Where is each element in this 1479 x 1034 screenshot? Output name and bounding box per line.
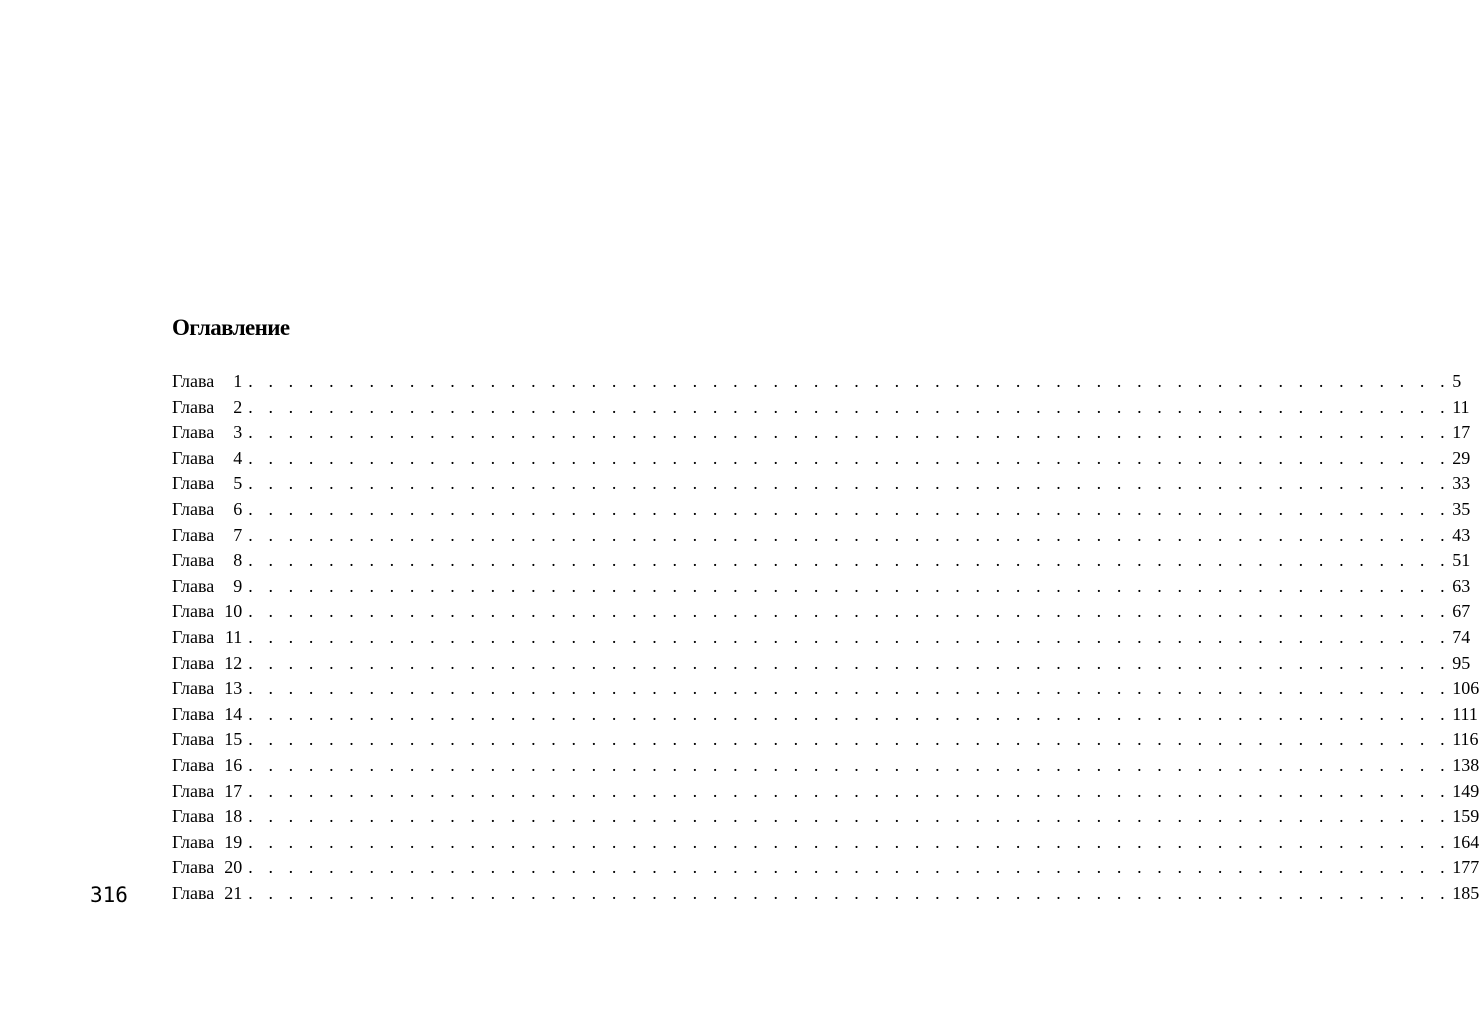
- toc-entry: [172, 471, 1471, 497]
- dot-leader: . . . . . . . . . . . . . . . . . . . . . . . . . . . . . . . . . . . . . . . . . . . . . . . . . . . . . . . . . . . .: [248, 524, 1451, 545]
- chapter-page-number: 63: [1452, 575, 1471, 596]
- chapter-page-number: 67: [1452, 601, 1471, 622]
- toc-entry: [172, 830, 1479, 856]
- dot-leader: . . . . . . . . . . . . . . . . . . . . . . . . . . . . . . . . . . . . . . . . . . . . . . . . . . . . . . . . . . . .: [248, 882, 1451, 903]
- table-of-contents: [172, 369, 1479, 906]
- chapter-label: Глава: [172, 422, 215, 443]
- toc-entry: [172, 523, 1471, 549]
- chapter-page-number: 177: [1452, 857, 1479, 878]
- chapter-number: 5: [233, 473, 243, 494]
- dot-leader: . . . . . . . . . . . . . . . . . . . . . . . . . . . . . . . . . . . . . . . . . . . . . . . . . . . . . . . . . . . .: [248, 498, 1451, 519]
- chapter-page-number: 138: [1452, 754, 1479, 775]
- chapter-label: Глава: [172, 857, 215, 878]
- chapter-page-number: 95: [1452, 652, 1471, 673]
- chapter-number: 2: [233, 396, 243, 417]
- chapter-number: 13: [224, 678, 243, 699]
- chapter-label: Глава: [172, 371, 215, 391]
- chapter-label: Глава: [172, 780, 215, 801]
- chapter-label: Глава: [172, 729, 215, 750]
- dot-leader: . . . . . . . . . . . . . . . . . . . . . . . . . . . . . . . . . . . . . . . . . . . . . . . . . . . . . . . . . . . .: [248, 396, 1451, 417]
- chapter-page-number: 164: [1452, 831, 1479, 852]
- toc-entry: [172, 881, 1479, 907]
- chapter-label: Глава: [172, 575, 215, 596]
- chapter-number: 16: [224, 754, 243, 775]
- chapter-label: Глава: [172, 550, 215, 571]
- dot-leader: . . . . . . . . . . . . . . . . . . . . . . . . . . . . . . . . . . . . . . . . . . . . . . . . . . . . . . . . . . . .: [248, 422, 1451, 443]
- dot-leader: . . . . . . . . . . . . . . . . . . . . . . . . . . . . . . . . . . . . . . . . . . . . . . . . . . . . . . . . . . . .: [248, 601, 1451, 622]
- chapter-page-number: 33: [1452, 473, 1471, 494]
- chapter-number: 20: [224, 857, 243, 878]
- chapter-label: Глава: [172, 831, 215, 852]
- chapter-number: 4: [233, 447, 243, 468]
- chapter-number: 17: [224, 780, 243, 801]
- chapter-page-number: 51: [1452, 550, 1471, 571]
- chapter-label: Глава: [172, 473, 215, 494]
- chapter-page-number: 5: [1452, 371, 1462, 391]
- chapter-label: Глава: [172, 447, 215, 468]
- chapter-number: 9: [233, 575, 243, 596]
- toc-entry: [172, 855, 1479, 881]
- chapter-number: 10: [224, 601, 243, 622]
- chapter-number: 3: [233, 422, 243, 443]
- chapter-label: Глава: [172, 652, 215, 673]
- chapter-label: Глава: [172, 626, 215, 647]
- chapter-label: Глава: [172, 806, 215, 827]
- chapter-page-number: 43: [1452, 524, 1471, 545]
- chapter-page-number: 29: [1452, 447, 1471, 468]
- chapter-number: 8: [233, 550, 243, 571]
- toc-entry: [172, 548, 1471, 574]
- toc-entry: [172, 676, 1479, 702]
- toc-entry: [172, 599, 1471, 625]
- dot-leader: . . . . . . . . . . . . . . . . . . . . . . . . . . . . . . . . . . . . . . . . . . . . . . . . . . . . . . . . . . . .: [248, 626, 1451, 647]
- chapter-page-number: 17: [1452, 422, 1471, 443]
- chapter-number: 6: [233, 498, 243, 519]
- dot-leader: . . . . . . . . . . . . . . . . . . . . . . . . . . . . . . . . . . . . . . . . . . . . . . . . . . . . . . . . . . . .: [248, 678, 1451, 699]
- toc-entry: [172, 804, 1479, 830]
- chapter-page-number: 159: [1452, 806, 1479, 827]
- chapter-number: 7: [233, 524, 243, 545]
- chapter-number: 14: [224, 703, 243, 724]
- chapter-page-number: 35: [1452, 498, 1471, 519]
- dot-leader: . . . . . . . . . . . . . . . . . . . . . . . . . . . . . . . . . . . . . . . . . . . . . . . . . . . . . . . . . . . .: [248, 652, 1451, 673]
- chapter-number: 12: [224, 652, 243, 673]
- toc-entry: [172, 702, 1478, 728]
- dot-leader: . . . . . . . . . . . . . . . . . . . . . . . . . . . . . . . . . . . . . . . . . . . . . . . . . . . . . . . . . . . .: [248, 729, 1451, 750]
- chapter-label: Глава: [172, 882, 215, 903]
- chapter-label: Глава: [172, 601, 215, 622]
- toc-entry: [172, 779, 1479, 805]
- toc-entry: [172, 753, 1479, 779]
- chapter-number: 15: [224, 729, 243, 750]
- page-number: 316: [90, 883, 128, 907]
- chapter-number: 11: [224, 626, 243, 647]
- chapter-page-number: 116: [1452, 729, 1479, 750]
- page-title: Оглавление: [172, 315, 290, 340]
- chapter-page-number: 149: [1452, 780, 1479, 801]
- toc-entry: [172, 395, 1470, 421]
- chapter-page-number: 106: [1452, 678, 1479, 699]
- dot-leader: . . . . . . . . . . . . . . . . . . . . . . . . . . . . . . . . . . . . . . . . . . . . . . . . . . . . . . . . . . . .: [248, 703, 1451, 724]
- chapter-label: Глава: [172, 524, 215, 545]
- dot-leader: . . . . . . . . . . . . . . . . . . . . . . . . . . . . . . . . . . . . . . . . . . . . . . . . . . . . . . . . . . . .: [248, 447, 1451, 468]
- chapter-number: 1: [233, 371, 243, 391]
- toc-entry: [172, 727, 1479, 753]
- chapter-page-number: 185: [1452, 882, 1479, 903]
- dot-leader: . . . . . . . . . . . . . . . . . . . . . . . . . . . . . . . . . . . . . . . . . . . . . . . . . . . . . . . . . . . .: [248, 780, 1451, 801]
- toc-entry: [172, 497, 1471, 523]
- chapter-page-number: 74: [1452, 626, 1471, 647]
- dot-leader: . . . . . . . . . . . . . . . . . . . . . . . . . . . . . . . . . . . . . . . . . . . . . . . . . . . . . . . . . . . .: [248, 575, 1451, 596]
- toc-entry: [172, 625, 1471, 651]
- toc-entry: [172, 651, 1471, 677]
- chapter-page-number: 111: [1452, 703, 1478, 724]
- chapter-number: 19: [224, 831, 243, 852]
- chapter-label: Глава: [172, 754, 215, 775]
- dot-leader: . . . . . . . . . . . . . . . . . . . . . . . . . . . . . . . . . . . . . . . . . . . . . . . . . . . . . . . . . . . .: [248, 371, 1451, 391]
- dot-leader: . . . . . . . . . . . . . . . . . . . . . . . . . . . . . . . . . . . . . . . . . . . . . . . . . . . . . . . . . . . .: [248, 550, 1451, 571]
- dot-leader: . . . . . . . . . . . . . . . . . . . . . . . . . . . . . . . . . . . . . . . . . . . . . . . . . . . . . . . . . . . .: [248, 857, 1451, 878]
- chapter-label: Глава: [172, 703, 215, 724]
- chapter-number: 18: [224, 806, 243, 827]
- toc-entry: [172, 420, 1471, 446]
- chapter-label: Глава: [172, 396, 215, 417]
- dot-leader: . . . . . . . . . . . . . . . . . . . . . . . . . . . . . . . . . . . . . . . . . . . . . . . . . . . . . . . . . . . .: [248, 806, 1451, 827]
- toc-entry: [172, 446, 1471, 472]
- toc-entry: [172, 369, 1462, 395]
- toc-entry: [172, 574, 1471, 600]
- chapter-label: Глава: [172, 498, 215, 519]
- chapter-number: 21: [224, 882, 243, 903]
- dot-leader: . . . . . . . . . . . . . . . . . . . . . . . . . . . . . . . . . . . . . . . . . . . . . . . . . . . . . . . . . . . .: [248, 831, 1451, 852]
- chapter-page-number: 11: [1452, 396, 1470, 417]
- dot-leader: . . . . . . . . . . . . . . . . . . . . . . . . . . . . . . . . . . . . . . . . . . . . . . . . . . . . . . . . . . . .: [248, 754, 1451, 775]
- chapter-label: Глава: [172, 678, 215, 699]
- dot-leader: . . . . . . . . . . . . . . . . . . . . . . . . . . . . . . . . . . . . . . . . . . . . . . . . . . . . . . . . . . . .: [248, 473, 1451, 494]
